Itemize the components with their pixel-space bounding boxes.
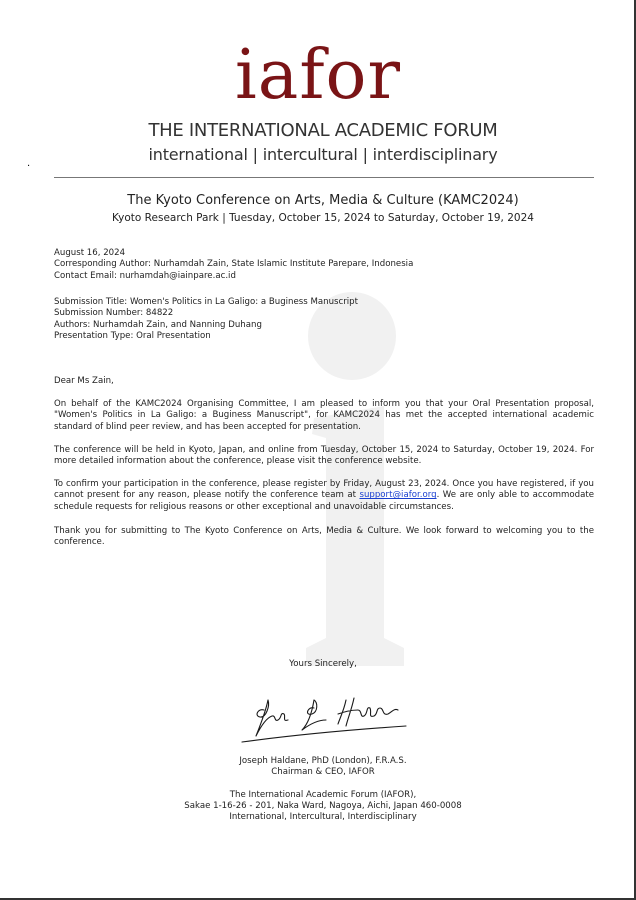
footer-org: The International Academic Forum (IAFOR), <box>229 790 417 800</box>
paragraph-registration <box>54 479 594 513</box>
iafor-logo: iafor <box>235 36 401 115</box>
header-divider <box>54 177 594 178</box>
stray-dot: . <box>27 158 31 169</box>
footer-tagline: International, Intercultural, Interdisciplinary <box>229 812 417 822</box>
salutation: Dear Ms Zain, <box>54 376 114 386</box>
registration-text-after: . We are only able to accommodate schedule requests for religious reasons or other exceptional and unavoidable circumstances. <box>54 490 594 512</box>
footer-address: Sakae 1-16-26 - 201, Naka Ward, Nagoya, Aichi, Japan 460-0008 <box>184 801 462 811</box>
registration-text-before: To confirm your participation in the conference, please register by Friday, August 23, 2024. Once you have registered, if you cannot present for any reason, please notify the conference team at <box>54 479 594 501</box>
presentation-type: Presentation Type: Oral Presentation <box>54 330 211 341</box>
org-name: THE INTERNATIONAL ACADEMIC FORUM <box>148 120 498 141</box>
submission-authors: Authors: Nurhamdah Zain, and Nanning Duhang <box>54 319 262 330</box>
closing: Yours Sincerely, <box>289 659 357 669</box>
signatory-name: Joseph Haldane, PhD (London), F.R.A.S. <box>239 756 407 766</box>
support-email-link[interactable]: support@iafor.org <box>359 490 437 501</box>
paragraph-acceptance: On behalf of the KAMC2024 Organising Committee, I am pleased to inform you that your Oral Presentation proposal, "Women's Politics in La Galigo: a Buginess Manuscript", for KAMC2024 has met the accepted international academic standard of blind peer review, and has been accepted for presentation. <box>54 399 594 432</box>
corresponding-author: Corresponding Author: Nurhamdah Zain, State Islamic Institute Parepare, Indonesia <box>54 259 414 270</box>
conference-title: The Kyoto Conference on Arts, Media & Culture (KAMC2024) <box>127 193 519 208</box>
paragraph-thanks: Thank you for submitting to The Kyoto Conference on Arts, Media & Culture. We look forward to welcoming you to the conference. <box>54 526 594 548</box>
letter-date: August 16, 2024 <box>54 248 126 258</box>
paragraph-venue: The conference will be held in Kyoto, Japan, and online from Tuesday, October 15, 2024 to Saturday, October 19, 2024. For more detailed information about the conference, please visit the conference website. <box>54 445 594 467</box>
org-tagline: international | intercultural | interdisciplinary <box>148 145 498 164</box>
conference-venue-dates: Kyoto Research Park | Tuesday, October 15, 2024 to Saturday, October 19, 2024 <box>112 212 534 224</box>
signatory-role: Chairman & CEO, IAFOR <box>271 767 375 777</box>
contact-email: Contact Email: nurhamdah@iainpare.ac.id <box>54 270 236 281</box>
letter-meta <box>54 248 596 282</box>
submission-title: Submission Title: Women's Politics in La Galigo: a Buginess Manuscript <box>54 297 358 307</box>
handwritten-signature <box>236 686 416 750</box>
watermark-i-logo <box>300 288 420 668</box>
submission-details <box>54 297 596 342</box>
submission-number: Submission Number: 84822 <box>54 308 174 319</box>
